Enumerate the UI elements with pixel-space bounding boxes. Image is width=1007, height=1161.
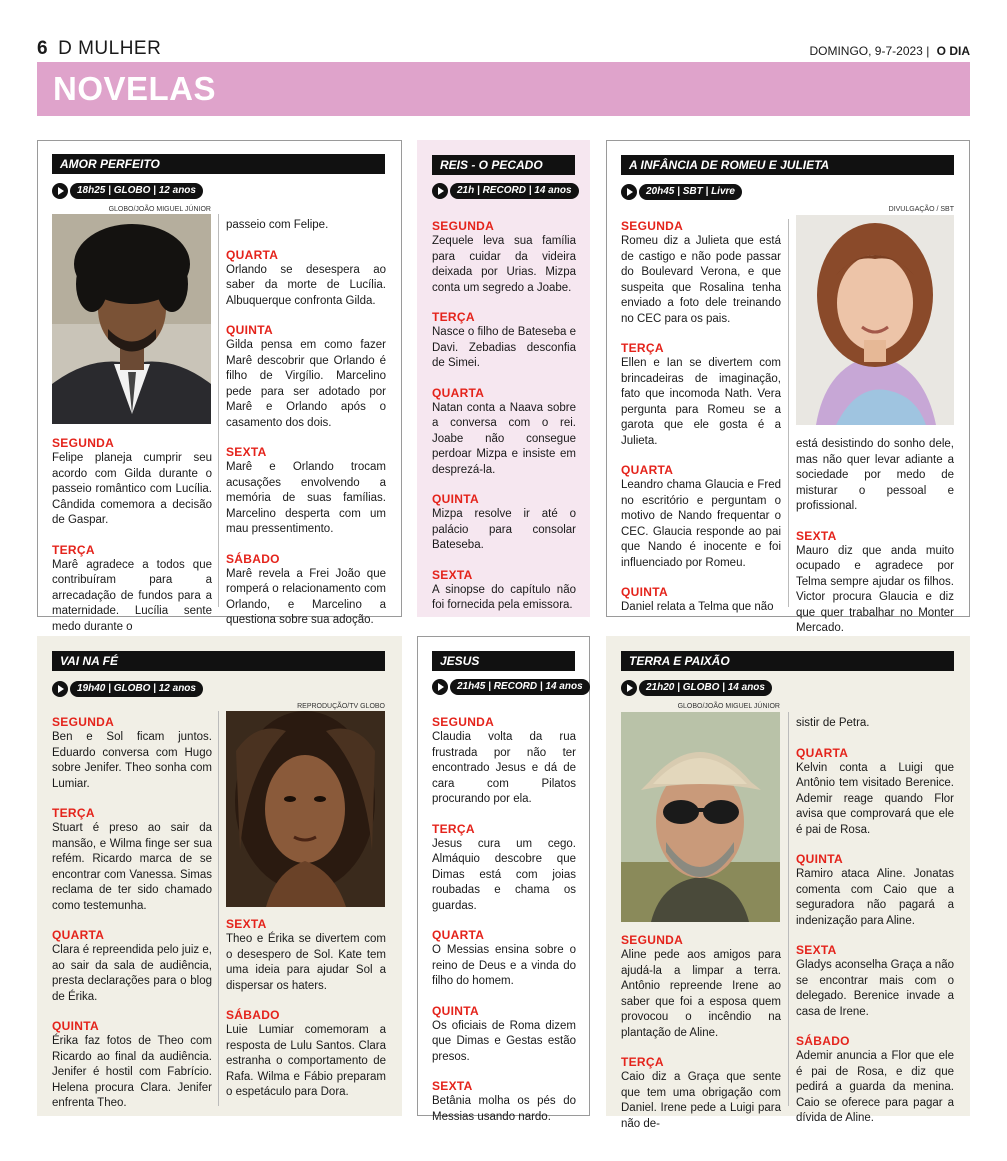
column-divider — [218, 711, 219, 1106]
synopsis-column — [796, 437, 954, 651]
day-synopsis: O Messias ensina sobre o reino de Deus e a vinda do filho do homem. — [432, 944, 576, 987]
day-synopsis: Gladys aconselha Graça a não se encontrar mais com o delegado. Berenice invade a casa de Irene. — [796, 959, 954, 1018]
broadcast-info — [621, 184, 742, 200]
actor-photo — [621, 712, 780, 922]
broadcast-info-label: 21h45 | RECORD | 14 anos — [450, 679, 590, 695]
day-entry — [432, 568, 576, 614]
day-entry — [52, 928, 212, 1005]
day-entry — [621, 933, 781, 1041]
column-divider — [788, 712, 789, 1106]
day-entry — [226, 445, 386, 538]
actor-photo — [52, 214, 211, 424]
day-entry — [432, 310, 576, 372]
day-label: QUARTA — [432, 928, 485, 942]
banner-title: NOVELAS — [53, 70, 217, 107]
day-synopsis: Marê e Orlando trocam acusações envolvendo a memória de suas famílias. Marcelino desperta com um mau pressentimento. — [226, 461, 386, 535]
day-entry — [226, 323, 386, 431]
day-label: QUARTA — [52, 928, 105, 942]
broadcast-info-label: 19h40 | GLOBO | 12 anos — [70, 681, 203, 697]
synopsis-column — [226, 917, 386, 1115]
day-synopsis: A sinopse do capítulo não foi fornecida pela emissora. — [432, 583, 576, 611]
day-entry — [796, 943, 954, 1020]
play-icon — [52, 681, 68, 697]
day-synopsis: Leandro chama Glaucia e Fred no escritório e perguntam o motivo de Nando frequentar o CEC. Glaucia responde ao pai que Nando é inocente e foi influenciado por Romeu. — [621, 479, 781, 569]
day-entry — [52, 806, 212, 914]
day-synopsis: Nasce o filho de Bateseba e Davi. Zebadias desconfia de Simei. — [432, 326, 576, 369]
day-entry — [432, 822, 576, 915]
day-entry — [432, 219, 576, 296]
day-label: SEXTA — [226, 445, 267, 459]
day-label: SEGUNDA — [52, 715, 115, 729]
day-entry — [226, 1008, 386, 1101]
play-icon — [621, 680, 637, 696]
day-synopsis: Ellen e Ian se divertem com brincadeiras de imaginação, fato que incomoda Nath. Vera pergunta para Romeu se a garota que ele gosta é a Julieta. — [621, 357, 781, 447]
day-synopsis: Mizpa resolve ir até o palácio para consolar Bateseba. — [432, 508, 576, 551]
day-entry — [621, 1055, 781, 1132]
day-synopsis: Caio diz a Graça que sente que tem uma obrigação com Daniel. Irene pede a Luigi para não de- — [621, 1071, 781, 1130]
broadcast-info-label: 21h | RECORD | 14 anos — [450, 183, 579, 199]
day-label: TERÇA — [52, 806, 95, 820]
novela-title: A INFÂNCIA DE ROMEU E JULIETA — [621, 155, 954, 175]
broadcast-info — [432, 679, 590, 695]
column-divider — [788, 219, 789, 607]
day-label: SEXTA — [432, 1079, 473, 1093]
photo-credit: DIVULGAÇÃO / SBT — [888, 206, 954, 213]
page-number: 6 — [37, 38, 49, 59]
play-icon — [432, 183, 448, 199]
day-synopsis: Romeu diz a Julieta que está de castigo e não pode passar do Boulevard Verona, e que suspeita que Rosalina tenha enviado a foto dele treinando no CEC para os pais. — [621, 235, 781, 325]
page-header-left — [37, 38, 161, 60]
day-label: QUARTA — [226, 247, 279, 262]
photo-credit: REPRODUÇÃO/TV GLOBO — [297, 703, 385, 710]
day-synopsis: Ademir anuncia a Flor que ele é pai de Rosa, e diz que pedirá a guarda da menina. Caio se oferece para pagar a dívida de Aline. — [796, 1050, 954, 1124]
issue-date: DOMINGO, 9-7-2023 — [809, 44, 923, 58]
day-label: QUINTA — [226, 323, 273, 337]
day-synopsis: Orlando se desespera ao saber da morte de Lucília. Albuquerque confronta Gilda. — [226, 263, 386, 307]
broadcast-info-label: 21h20 | GLOBO | 14 anos — [639, 680, 772, 696]
day-label: QUARTA — [621, 463, 674, 477]
synopsis-column — [52, 436, 212, 649]
day-entry — [52, 1019, 212, 1112]
day-synopsis: Érika faz fotos de Theo com Ricardo ao final da audiência. Jenifer é hostil com Fabrício. Helena procura Clara. Jenifer enfrenta Theo. — [52, 1035, 212, 1109]
day-synopsis: Betânia molha os pés do Messias usando nardo. — [432, 1095, 576, 1123]
day-entry — [432, 928, 576, 990]
play-icon — [52, 183, 68, 199]
continued-text — [796, 716, 954, 732]
broadcast-info — [52, 681, 203, 697]
day-entry — [796, 852, 954, 929]
day-entry — [796, 1034, 954, 1127]
broadcast-info — [621, 680, 772, 696]
synopsis-column — [226, 218, 386, 643]
day-label: QUINTA — [796, 852, 843, 866]
novela-title: JESUS — [432, 651, 575, 671]
day-entry — [432, 715, 576, 808]
broadcast-info-label: 20h45 | SBT | Livre — [639, 184, 742, 200]
synopsis-column — [621, 219, 781, 630]
day-label: SEGUNDA — [52, 436, 115, 450]
day-label: QUINTA — [621, 585, 668, 599]
day-entry — [621, 585, 781, 616]
synopsis-column — [621, 933, 781, 1146]
day-entry — [52, 543, 212, 636]
day-synopsis: Mauro diz que anda muito ocupado e agradece por Telma sempre ajudar os filhos. Victor procura Glaucia e diz que quer trabalhar no Monter Mercado. — [796, 544, 954, 634]
day-entry — [52, 436, 212, 529]
day-synopsis: Daniel relata a Telma que não — [621, 601, 774, 613]
day-entry — [796, 529, 954, 637]
day-entry — [432, 1079, 576, 1125]
day-synopsis: Gilda pensa em como fazer Marê descobrir que Orlando é filho de Virgílio. Marcelino pede para ser adotado por Marê e Orlando após o casamento dos dois. — [226, 339, 386, 429]
day-label: QUARTA — [432, 385, 485, 400]
day-label: SEGUNDA — [432, 715, 495, 729]
day-label: TERÇA — [621, 1055, 664, 1069]
synopsis-column — [796, 716, 954, 1141]
day-synopsis: Clara é repreendida pelo juiz e, ao sair da sala de audiência, presta declarações para o blog de Érika. — [52, 944, 212, 1003]
day-label: QUINTA — [432, 1003, 479, 1018]
day-entry — [52, 715, 212, 792]
day-synopsis: sistir de Petra. — [796, 717, 870, 729]
newspaper-brand: O DIA — [936, 44, 970, 58]
day-entry — [432, 386, 576, 479]
play-icon — [432, 679, 448, 695]
day-entry — [226, 917, 386, 994]
photo-credit: GLOBO/JOÃO MIGUEL JÚNIOR — [677, 703, 780, 710]
day-synopsis: Os oficiais de Roma dizem que Dimas e Gestas estão presos. — [432, 1019, 576, 1063]
actress-photo — [796, 215, 954, 425]
day-synopsis: está desistindo do sonho dele, mas não quer levar adiante a sociedade por medo de misturar o pessoal e profissional. — [796, 438, 954, 512]
actress-photo — [226, 711, 385, 907]
day-label: SÁBADO — [796, 1034, 850, 1048]
day-entry — [432, 1004, 576, 1066]
day-label: SÁBADO — [226, 551, 280, 566]
day-entry — [432, 492, 576, 554]
broadcast-info — [52, 183, 203, 199]
continued-text — [226, 218, 386, 234]
novela-title: VAI NA FÉ — [52, 651, 385, 671]
page-header-right — [809, 44, 970, 58]
novela-title: AMOR PERFEITO — [52, 154, 385, 174]
day-synopsis: Luie Lumiar comemoram a resposta de Lulu Santos. Clara estranha o comportamento de Rafa. Wilma e Fábio preparam o espetáculo para Dora. — [226, 1024, 386, 1098]
day-entry — [226, 248, 386, 310]
day-synopsis: passeio com Felipe. — [226, 219, 329, 231]
day-synopsis: Kelvin conta a Luigi que Antônio tem visitado Berenice. Ademir reage quando Flor avisa que comprovará que ele é pai de Rosa. — [796, 761, 954, 836]
day-synopsis: Theo e Érika se divertem com o desespero de Sol. Kate tem uma ideia para ajudar Sol a dispersar os haters. — [226, 933, 386, 992]
day-synopsis: Natan conta a Naava sobre a conversa com o rei. Joabe não consegue perdoar Mizpa e insiste em desprezá-la. — [432, 401, 576, 476]
synopsis-column — [432, 219, 576, 628]
day-entry — [621, 219, 781, 327]
day-synopsis: Zequele leva sua família para cuidar da videira deixada por Urias. Mizpa conta um segredo a Joabe. — [432, 235, 576, 294]
day-entry — [621, 341, 781, 449]
day-synopsis: Jesus cura um cego. Almáquio descobre que Dimas está com joias roubadas e chama os guardas. — [432, 837, 576, 912]
day-entry — [226, 552, 386, 629]
section-banner — [37, 62, 970, 116]
column-divider — [218, 214, 219, 607]
day-synopsis: Claudia volta da rua frustrada por não ter encontrado Jesus e dá de cara com Pilatos procurando por ela. — [432, 731, 576, 805]
synopsis-column — [52, 715, 212, 1126]
day-label: QUINTA — [432, 492, 479, 506]
day-label: SÁBADO — [226, 1008, 280, 1022]
day-synopsis: Marê agradece a todos que contribuíram para a arrecadação de fundos para a maternidade. Lucília sente medo durante o — [52, 558, 212, 633]
day-synopsis: Stuart é preso ao sair da mansão, e Wilma finge ser sua refém. Ricardo marca de se encontrar com Vanessa. Simas reclama de ter sido chamado como testemunha. — [52, 822, 212, 912]
day-label: QUARTA — [796, 745, 849, 760]
play-icon — [621, 184, 637, 200]
day-label: SEXTA — [432, 567, 473, 582]
novela-title: REIS - O PECADO — [432, 155, 575, 175]
day-label: SEXTA — [796, 943, 837, 957]
day-label: SEGUNDA — [621, 933, 684, 947]
day-label: TERÇA — [621, 341, 664, 355]
day-label: SEGUNDA — [432, 219, 495, 233]
header-separator: | — [926, 44, 930, 58]
day-synopsis: Felipe planeja cumprir seu acordo com Gilda durante o passeio romântico com Lucília. Cândida comemora a decisão de Gaspar. — [52, 452, 212, 526]
day-label: QUINTA — [52, 1019, 99, 1033]
synopsis-column — [432, 715, 576, 1139]
day-label: SEXTA — [226, 917, 267, 931]
day-synopsis: Aline pede aos amigos para ajudá-la a limpar a terra. Antônio repreende Irene ao saber que foi a esposa quem provocou o incêndio na plantação de Aline. — [621, 949, 781, 1039]
day-synopsis: Ben e Sol ficam juntos. Eduardo conversa com Hugo sobre Jenifer. Theo sonha com Lumiar. — [52, 731, 212, 790]
day-label: TERÇA — [432, 310, 475, 324]
day-entry — [621, 463, 781, 571]
novela-title: TERRA E PAIXÃO — [621, 651, 954, 671]
day-label: TERÇA — [52, 542, 95, 557]
day-label: SEGUNDA — [621, 219, 684, 233]
continued-text — [796, 437, 954, 515]
day-label: SEXTA — [796, 528, 837, 543]
day-label: TERÇA — [432, 821, 475, 836]
day-synopsis: Marê revela a Frei João que romperá o relacionamento com Orlando, e Marcelino a questiona sobre sua adoção. — [226, 567, 386, 626]
broadcast-info — [432, 183, 579, 199]
broadcast-info-label: 18h25 | GLOBO | 12 anos — [70, 183, 203, 199]
day-synopsis: Ramiro ataca Aline. Jonatas comenta com Caio que a seguradora não pagará a indenização para Aline. — [796, 868, 954, 927]
section-name: D MULHER — [58, 38, 162, 59]
photo-credit: GLOBO/JOÃO MIGUEL JÚNIOR — [108, 206, 211, 213]
day-entry — [796, 746, 954, 839]
